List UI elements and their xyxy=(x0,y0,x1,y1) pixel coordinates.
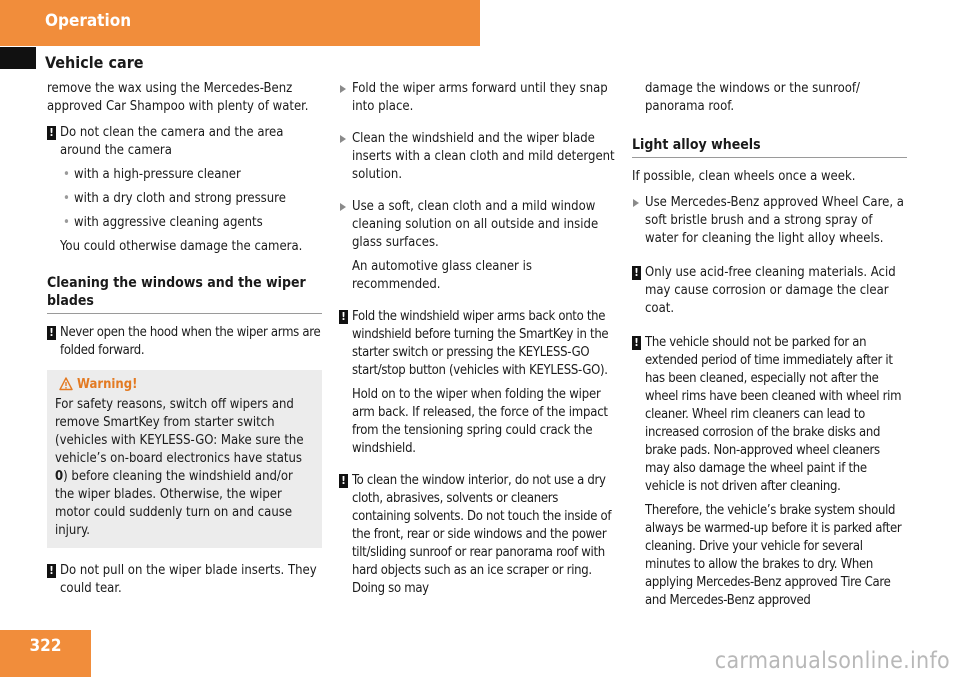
wheels-heading: Light alloy wheels xyxy=(632,136,907,158)
exclamation-icon: ! xyxy=(632,266,641,280)
step-clean: Clean the windshield and the wiper blade inserts with a clean cloth and mild detergent solution. xyxy=(339,130,615,184)
list-item: • with a dry cloth and strong pressure xyxy=(63,191,286,206)
bullet-dot-icon: • xyxy=(63,191,70,206)
list-item: • with aggressive cleaning agents xyxy=(63,215,263,230)
warning-text: For safety reasons, switch off wipers and remove SmartKey from starter switch (vehicles with KEYLESS-GO: Make sure the vehicle’s on-board electronics have status 0) before cleaning the windshield and/or the wiper blades. Otherwise, the wiper motor could suddenly turn on and cause injury. xyxy=(55,397,304,538)
intro-text: remove the wax using the Mercedes-Benz approved Car Shampoo with plenty of water. xyxy=(47,81,309,114)
triangle-arrow-icon xyxy=(340,85,346,93)
column-left xyxy=(47,80,322,598)
parked-note-text: The vehicle should not be parked for an extended period of time immediately after it has been cleaned, especially not after the wheel rims have been cleaned with wheel rim cleaner. Wheel rim cleaners can lead to increased corrosion of the brake disks and brake pads. Non-approved wheel cleaners may also damage the wheel paint if the vehicle is not driven after cleaning. xyxy=(645,335,902,494)
inserts-note-text: Do not pull on the wiper blade inserts. They could tear. xyxy=(60,563,317,596)
camera-note-text: Do not clean the camera and the area around the camera xyxy=(60,125,284,158)
interior-note-text: To clean the window interior, do not use a dry cloth, abrasives, solvents or cleaners containing solvents. Do not touch the inside of the front, rear or side windows and the power tilt/sliding sunroof or rear panorama roof with hard objects such as an ice scraper or ring. Doing so may xyxy=(352,473,612,596)
header-side-mark xyxy=(0,47,36,69)
step-wheel-care: Use Mercedes-Benz approved Wheel Care, a soft bristle brush and a strong spray of water for cleaning the light alloy wheels. xyxy=(632,194,907,248)
warning-title: Warning! xyxy=(55,376,314,394)
exclamation-icon: ! xyxy=(47,326,56,340)
triangle-arrow-icon xyxy=(340,135,346,143)
parked-note-tail: Therefore, the vehicle’s brake system should always be warmed-up before it is parked after cleaning. Drive your vehicle for several minutes to allow the brakes to dry. When applying Mercedes-Benz approved Tire Care and Mercedes-Benz approved xyxy=(645,503,902,608)
inserts-note xyxy=(47,562,322,598)
warning-triangle-icon xyxy=(59,377,73,391)
acid-note xyxy=(632,264,907,318)
bullet-dot-icon: • xyxy=(63,215,70,230)
wheels-intro: If possible, clean wheels once a week. xyxy=(632,169,856,184)
column-right xyxy=(632,80,907,610)
exclamation-icon: ! xyxy=(47,126,56,140)
continuation-text: damage the windows or the sunroof/ panorama roof. xyxy=(645,81,860,114)
camera-note-tail: You could otherwise damage the camera. xyxy=(60,239,303,254)
section-title: Operation xyxy=(45,11,132,31)
fold-note xyxy=(339,308,615,380)
exclamation-icon: ! xyxy=(339,474,348,488)
exclamation-icon: ! xyxy=(632,336,641,350)
triangle-arrow-icon xyxy=(633,199,639,207)
parked-note xyxy=(632,334,907,496)
subsection-title: Vehicle care xyxy=(45,53,144,72)
step-soft-cloth: Use a soft, clean cloth and a mild window cleaning solution on all outside and inside glass surfaces. xyxy=(339,198,615,252)
warning-box xyxy=(47,370,322,548)
fold-note-text: Fold the windshield wiper arms back onto the windshield before turning the SmartKey in the starter switch or pressing the KEYLESS-GO start/stop button (vehicles with KEYLESS-GO). xyxy=(352,309,609,378)
watermark: carmanualsonline.info xyxy=(714,648,950,674)
list-item: • with a high-pressure cleaner xyxy=(63,167,241,182)
triangle-arrow-icon xyxy=(340,203,346,211)
interior-note xyxy=(339,472,615,598)
bullet-dot-icon: • xyxy=(63,167,70,182)
exclamation-icon: ! xyxy=(339,310,348,324)
exclamation-icon: ! xyxy=(47,564,56,578)
page-number: 322 xyxy=(29,636,62,656)
hood-note-text: Never open the hood when the wiper arms are folded forward. xyxy=(60,325,321,358)
hood-note xyxy=(47,324,322,360)
status-value: 0 xyxy=(55,469,64,484)
fold-note-tail: Hold on to the wiper when folding the wiper arm back. If released, the force of the impact from the tensioning spring could crack the windshield. xyxy=(352,387,608,456)
acid-note-text: Only use acid-free cleaning materials. Acid may cause corrosion or damage the clear coat. xyxy=(645,265,896,316)
step-fold: Fold the wiper arms forward until they snap into place. xyxy=(339,80,615,116)
windows-heading: Cleaning the windows and the wiper blades xyxy=(47,274,322,314)
camera-note xyxy=(47,124,322,160)
column-middle xyxy=(339,80,615,598)
step-soft-tail: An automotive glass cleaner is recommended. xyxy=(352,259,532,292)
